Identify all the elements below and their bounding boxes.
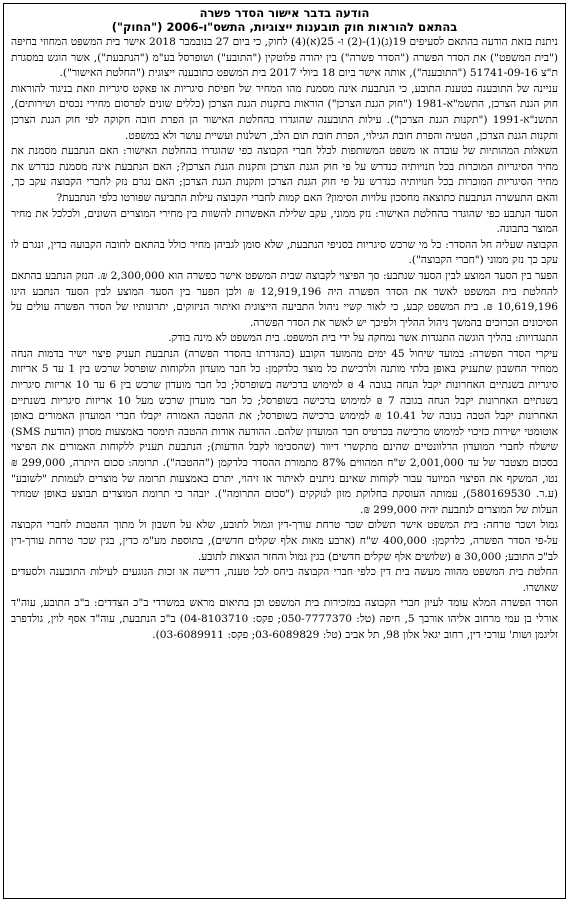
paragraph-class-definition: הקבוצה שעליה חל ההסדר: כל מי שרכש סיגריות בסניפי הנתבעת, שלא סומן לגביהן מחיר כולל בהתאם לחובה הקבועה בדין, ונגרם לו עקב כך נזק ממוני ("חברי הקבוצה"). — [11, 238, 558, 267]
paragraph-res-judicata: החלטת בית המשפט מהווה מעשה בית דין כלפי חברי הקבוצה ביחס לכל טענה, דרישה או זכות הנוגעים לעילות התובענה ולסעדים שאושרו. — [11, 566, 558, 594]
paragraph-settlement-terms: עיקרי הסדר הפשרה: במועד שיחול 45 ימים מהמועד הקובע (כהגדרתו בהסדר הפשרה) הנתבעת תעניק פיצוי ישיר בדמות הנחה ממחיר החשבון שתעניק באופן בלתי מותנה ולרכישת כל מוצר כלדקמן: כל חבר מועדון הלקוחות שופרסל שרכש בין 1 עד 5 אריזות סיגריות בשנתיים האחרונות יקבל הנחה בגובה 4 ₪ למימוש ברכישה בשופרסל; כל חבר מועדון שרכש בין 6 עד 10 אריזות סיגריות בשנתיים האחרונות יקבל הנחה בגובה 7 ₪ למימוש ברכישה בשופרסל; כל חבר מועדון שרכש מעל 10 אריזות סיגריות בשנתיים האחרונות יקבל הטבה בגובה של 10.41 ₪ למימוש ברכישה בשופרסל; את ההטבה האמורה יקבלו חברי המועדון האמורים באופן אוטומטי ישירות כזיכוי למימוש מרכישה בכרטיס חבר המועדון שלהם. ההודעה אודות ההטבה תימסר באמצעות מסרון (הודעת SMS) שישלח לחברי המועדון הרלוונטיים שהינם מתקשרי דיוור (שהסכימו לקבל הודעות); הנתבעת תעניק ללקוחות האמורים את הפיצוי בסכום מצטבר של עד 2,001,000 ש"ח המהווים 87% מתמורת ההסדר כלדקמן ("ההטבה"). תרומה: סכום היתרה, 299,000 ₪ נטו, המשקף את הפיצוי המיועד עבור לקוחות שאינם ניתנים לאיתור או זיהוי, יתרם באמצעות תרומה של מוצרים לעמותת "לשובע" (ע.ר. 580169530), עמותה העוסקת בחלוקת מזון לנזקקים ("סכום התרומה"). יובהר כי תרומת המוצרים תבוצע באופן שמחיר העלות של המוצרים לנתבעת יהיה 299,000 ₪. — [11, 347, 559, 516]
paragraph-remedy: הסעד הנתבע כפי שהוגדר בהחלטת האישור: נזק ממוני, עקב שלילת האפשרות להשוות בין מחירי המוצרים השונים, ולכלכל את מחיר המוצר בתבונה. — [11, 207, 558, 236]
paragraph-objections: התנגדויות: בהליך הוגשה התנגדות אשר נמחקה על ידי בית המשפט. בית המשפט לא מינה בודק. — [168, 332, 558, 345]
paragraph-claim-subject: עניינה של התובענה בטענת התובע, כי הנתבעת אינה מסמנת מהו המחיר של חפיסת סיגריות או פאקט סיגריות וזאת בניגוד להוראות חוק הגנת הצרכן, התשמ"א-1981 ("חוק הגנת הצרכן") הוראות בתקנות הגנת הצרכן (כללים שונים לפרסום מחירי נכסים ושירותים), התשנ"א-1991 ("תקנות הגנת הצרכן"). עילות התובענה שהוגדרו בהחלטת האישור הן הפרת חובה חקוקה לפי חוק הגנת הצרכן ותקנות הגנת הצרכן, הטעיה והפרת חובת הגילוי, הפרת חובת תום הלב, רשלנות ועשיית עושר ולא במשפט. — [11, 82, 558, 142]
paragraph-common-questions: השאלות המהותיות של עובדה או משפט המשותפות לכלל חברי הקבוצה כפי שהוגדרו בהחלטת האישור: האם הנתבעת מסמנת את מחיר הסיגריות המוכרות בכל חנויותיה כנדרש על פי חוק הגנת הצרכן ותקנות הגנת הצרכן?; האם הנתבעת אינה מסמנת כנדרש את מחיר הסיגריות המוכרות בכל חנויותיה כנדרש על פי חוק הגנת הצרכן ותקנות הגנת הצרכן; האם נגרם נזק לחברי הקבוצה עקב כך, והאם התעשרה הנתבעת כתוצאה מחסכון עלויות הסימון? האם קמות לחברי הקבוצה עילות התביעה שפורטו כלפי הנתבעת? — [11, 145, 558, 204]
paragraph-contacts: הסדר הפשרה המלא עומד לעיון חברי הקבוצה במזכירות בית המשפט וכן בתיאום מראש במשרדי ב"כ הצדדים: ב"כ התובע, עוה"ד אורלי בן עמי מרחוב אליהו אורבך 5, חיפה (טל: 050-7777370; פקס: 04-8103710) ב"כ הנתבעת, עוה"ד אסף לוין, גולדפרב זליגמן ושות' עורכי דין, רחוב יגאל אלון 98, תל אביב (טל: 03-6089829; פקס: 03-6089911). — [11, 597, 558, 641]
paragraph-intro: ניתנת בזאת הודעה בהתאם לסעיפים 19(ג)(1)-(2) ו- 25(א)(4) לחוק, כי ביום 27 בנובמבר 2018 אישר בית המשפט המחוזי בחיפה ("בית המשפט") את הסדר הפשרה ("הסדר פשרה") בין יהודה פלוטקין ("התובע") ושופרסל בע"מ ("הנתבעת"), אשר הוגש במסגרת ת"צ 51741-09-16 ("התובענה"), אותה אישר ביום 18 ביולי 2017 בית המשפט כתובענה ייצוגית ("החלטת האישור"). — [11, 36, 558, 80]
notice-subtitle: בהתאם להוראות חוק תובענות ייצוגיות, התשס"ו-2006 ("החוק") — [111, 20, 458, 34]
paragraph-fees: גמול ושכר טרחה: בית המשפט אישר תשלום שכר טרחת עורך-דין וגמול לתובע, שלא על חשבון ול מתוך ההטבות לחברי הקבוצה על-פי הסדר הפשרה, כלדקמן: 400,000 ש"ח (ארבע מאות אלף שקלים חדשים), בתוספת מע"מ כדין, בגין שכר טרחת עורך-דין לב"כ התובע; 30,000 ₪ (שלושים אלף שקלים חדשים) בגין גמול והחזר הוצאות לתובע. — [11, 519, 558, 563]
paragraph-remedy-gap: הפער בין הסעד המוצע לבין הסעד שנתבע: סך הפיצוי לקבוצה שבית המשפט אישר כפשרה הוא 2,300,000 ₪. הנזק הנתבע בהתאם להחלטת בית המשפט לאשר את הסדר הפשרה היה 12,919,196 ₪ ולכן הפער בין הסעד המוצע לבין הסעד הנתבע הינו 10,619,196 ₪. בית המשפט קבע, כי לאור קשיי ניהול התביעה הייצוגית ואיתור הניזוקים, יתרונותיו של הסדר הפשרה עולים על הסיכונים הכרוכים בהמשך ניהול ההליך ולפיכך יש לאשר את הסדר הפשרה. — [11, 269, 559, 329]
legal-notice — [3, 3, 566, 899]
notice-title: הודעה בדבר אישור הסדר פשרה — [199, 6, 370, 20]
